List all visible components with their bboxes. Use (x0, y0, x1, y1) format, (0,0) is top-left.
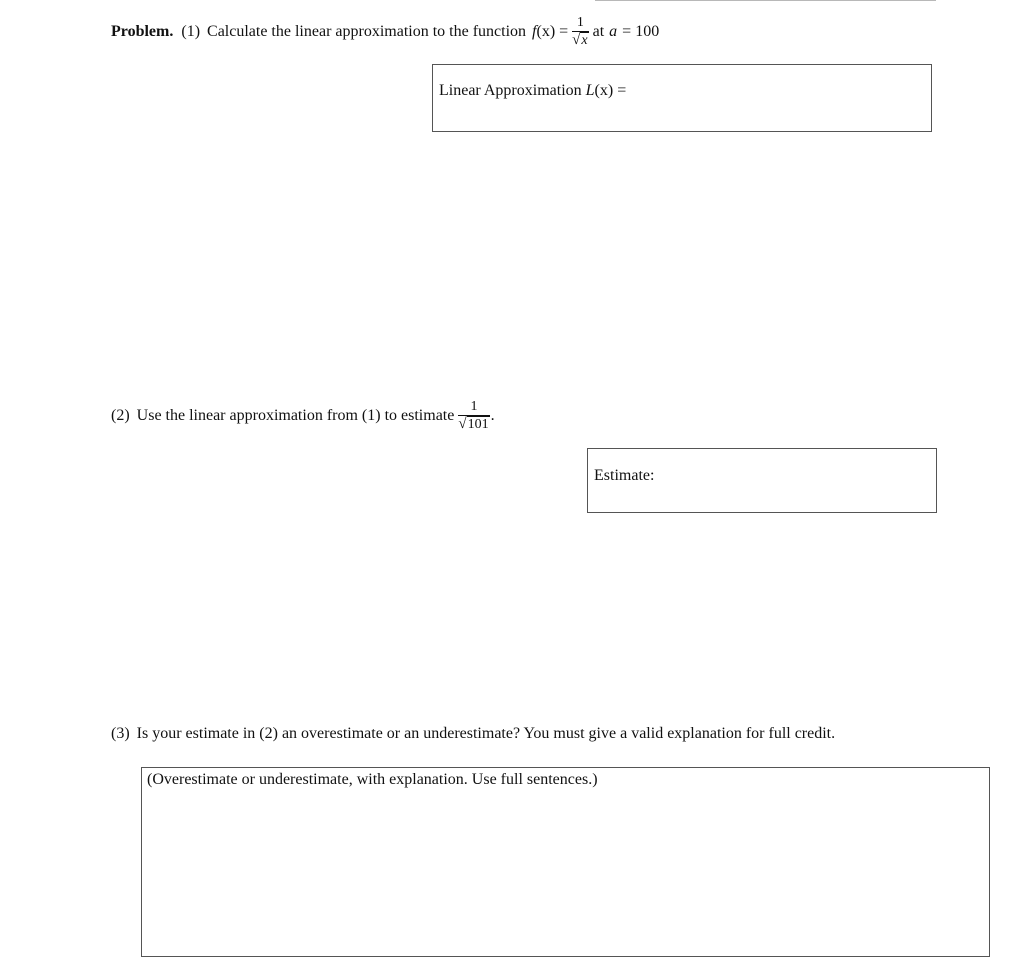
radicand-x: x (581, 33, 588, 48)
estimate-label: Estimate: (594, 467, 655, 484)
explanation-placeholder-label: (Overestimate or underestimate, with explanation. Use full sentences.) (147, 771, 598, 788)
linear-approximation-fn: L (585, 82, 595, 99)
radicand-101: 101 (467, 417, 489, 432)
linear-approximation-label (439, 82, 626, 100)
problem-2-statement (111, 396, 495, 436)
estimate-fraction (458, 399, 489, 433)
estimate-answer-box[interactable] (587, 448, 937, 513)
end-punctuation: . (490, 407, 495, 424)
problem-3-text: Is your estimate in (2) an overestimate or an underestimate? You must give a valid explanation for full credit. (136, 725, 836, 742)
sqrt-symbol: √ (572, 32, 581, 48)
top-rule (595, 0, 936, 1)
problem-1-number: (1) (181, 23, 201, 40)
linear-approximation-label-text: Linear Approximation (439, 82, 582, 99)
problem-1-statement (111, 14, 659, 50)
linear-approximation-answer-box[interactable] (432, 64, 932, 132)
estimate-fraction-numerator: 1 (470, 399, 478, 414)
a-value: = 100 (622, 23, 660, 40)
problem-heading: Problem. (111, 23, 174, 40)
linear-approximation-arg: (x) = (594, 82, 627, 99)
function-name: f (532, 23, 537, 40)
at-word: at (592, 23, 605, 40)
fraction-numerator: 1 (576, 15, 584, 30)
fraction-denominator (572, 32, 588, 49)
estimate-fraction-denominator (458, 416, 489, 433)
problem-3-number: (3) (111, 725, 130, 742)
explanation-answer-box[interactable] (141, 767, 990, 957)
function-arg: (x) = (536, 23, 569, 40)
a-variable: a (609, 23, 618, 40)
problem-2-number: (2) (111, 407, 130, 424)
problem-1-text: Calculate the linear approximation to the function (207, 23, 527, 40)
problem-2-text: Use the linear approximation from (1) to estimate (136, 407, 455, 424)
problem-3-statement (111, 724, 835, 744)
sqrt-symbol: √ (458, 416, 467, 432)
function-fraction (572, 15, 588, 49)
